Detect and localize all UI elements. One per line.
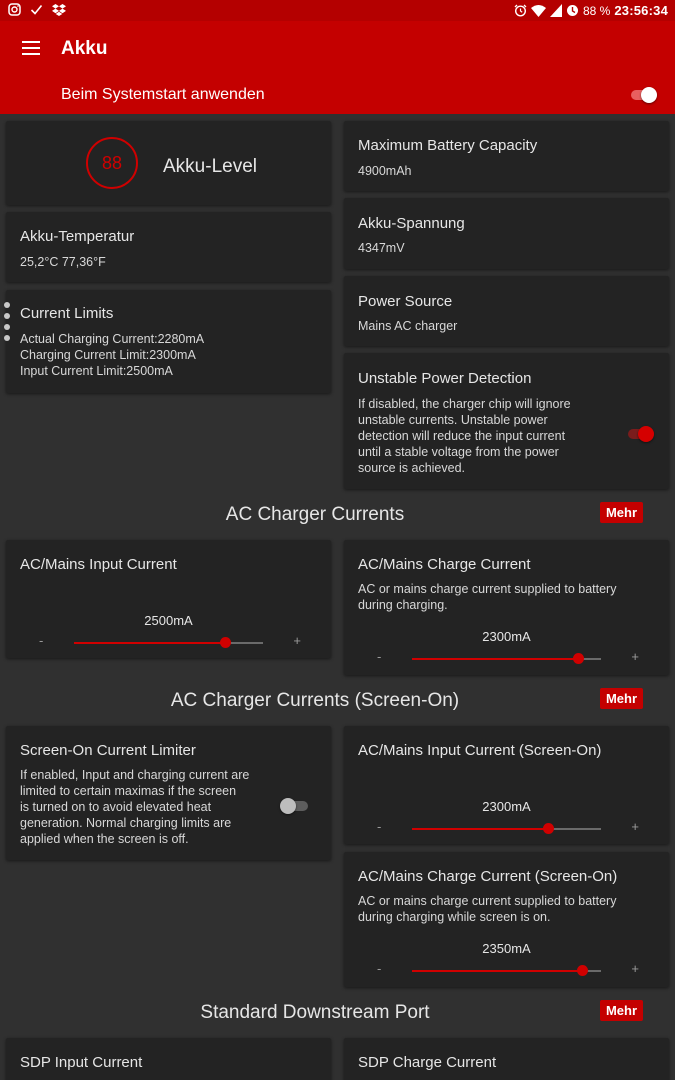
slider-track [412, 970, 601, 972]
description-line: generation. Normal charging limits are [20, 816, 232, 830]
instagram-icon [8, 3, 21, 16]
decrease-button[interactable]: - [377, 649, 382, 664]
description-line: limited to certain maximas if the screen [20, 784, 237, 798]
description-line: AC or mains charge current supplied to battery [358, 894, 617, 908]
battery-percent: 88 % [583, 3, 611, 18]
screen-on-limiter-toggle[interactable] [280, 795, 310, 817]
card-title: Power Source [358, 293, 453, 310]
slider-value: 2350mA [482, 941, 531, 956]
slider-track [74, 642, 263, 644]
card-description [358, 581, 616, 613]
slider-fill [412, 658, 578, 660]
sdp-charge-current-card [344, 1038, 669, 1080]
ac-charge-current-slider[interactable] [344, 629, 669, 669]
current-limits-lines [20, 331, 204, 379]
ac-input-current-screen-on-card [344, 726, 669, 844]
status-bar [0, 0, 675, 21]
max-capacity-value: 4900mAh [358, 164, 412, 178]
battery-level-label: Akku-Level [163, 156, 257, 177]
more-button[interactable]: Mehr [600, 1000, 643, 1021]
page-title: Akku [61, 38, 108, 59]
slider-thumb[interactable] [577, 965, 588, 976]
unstable-power-toggle[interactable] [626, 423, 656, 445]
section-ac-charger-currents [0, 500, 675, 530]
description-line: during charging while screen is on. [358, 910, 551, 924]
card-title: Maximum Battery Capacity [358, 137, 538, 154]
description-line: applied when the screen is off. [20, 832, 189, 846]
input-current-limit: Input Current Limit:2500mA [20, 364, 173, 378]
power-source-value: Mains AC charger [358, 319, 458, 333]
increase-button[interactable]: + [631, 961, 639, 976]
description-line: is turned on to avoid elevated heat [20, 800, 212, 814]
description-line: source is achieved. [358, 461, 466, 475]
check-icon [30, 3, 43, 16]
more-button[interactable]: Mehr [600, 502, 643, 523]
card-title: SDP Input Current [20, 1054, 143, 1071]
description-line: unstable currents. Unstable power [358, 413, 548, 427]
slider-track [412, 828, 601, 830]
clock: 23:56:34 [614, 3, 668, 18]
app-bar [0, 21, 675, 114]
decrease-button[interactable]: - [377, 961, 382, 976]
slider-fill [412, 828, 548, 830]
slider-fill [74, 642, 225, 644]
current-limits-card [6, 290, 331, 393]
card-title: Screen-On Current Limiter [20, 742, 196, 759]
card-title: SDP Charge Current [358, 1054, 497, 1071]
battery-level-card [6, 121, 331, 205]
slider-track [412, 658, 601, 660]
increase-button[interactable]: + [631, 649, 639, 664]
section-title: AC Charger Currents [225, 504, 405, 525]
slider-thumb[interactable] [543, 823, 554, 834]
card-title: Unstable Power Detection [358, 370, 532, 387]
card-description [358, 893, 616, 925]
battery-temperature-card [6, 212, 331, 282]
card-description [20, 767, 249, 847]
unstable-power-card [344, 353, 669, 489]
slider-thumb[interactable] [573, 653, 584, 664]
battery-voltage-card [344, 198, 669, 269]
ac-charge-current-screen-on-card [344, 852, 669, 987]
temperature-value: 25,2°C 77,36°F [20, 255, 106, 269]
card-title: AC/Mains Input Current (Screen-On) [358, 742, 602, 759]
alarm-icon [514, 4, 527, 17]
card-title: AC/Mains Input Current [20, 556, 177, 573]
voltage-value: 4347mV [358, 241, 405, 255]
section-title: Standard Downstream Port [200, 1002, 430, 1023]
slider-thumb[interactable] [220, 637, 231, 648]
actual-charging-current: Actual Charging Current:2280mA [20, 332, 205, 346]
dropbox-icon [52, 3, 66, 16]
ac-input-current-card [6, 540, 331, 658]
card-title: Akku-Spannung [358, 215, 465, 232]
signal-icon [550, 4, 562, 17]
description-line: detection will reduce the input current [358, 429, 566, 443]
decrease-button[interactable]: - [39, 633, 44, 648]
data-saver-icon [566, 4, 579, 17]
card-title: AC/Mains Charge Current [358, 556, 531, 573]
drawer-handle[interactable] [4, 302, 11, 344]
sdp-input-current-card [6, 1038, 331, 1080]
ac-charge-current-screen-on-slider[interactable] [344, 941, 669, 981]
description-line: If enabled, Input and charging current are [20, 768, 250, 782]
card-title: Akku-Temperatur [20, 228, 135, 245]
description-line: If disabled, the charger chip will ignore [358, 397, 571, 411]
max-capacity-card [344, 121, 669, 191]
increase-button[interactable]: + [631, 819, 639, 834]
card-title: Current Limits [20, 305, 114, 322]
ac-input-current-slider[interactable] [6, 613, 331, 653]
description-line: AC or mains charge current supplied to battery [358, 582, 617, 596]
description-line: until a stable voltage from the power [358, 445, 559, 459]
section-title: AC Charger Currents (Screen-On) [170, 690, 460, 711]
section-standard-downstream-port [0, 998, 675, 1028]
apply-on-boot-label: Beim Systemstart anwenden [61, 86, 265, 103]
slider-value: 2300mA [482, 629, 531, 644]
more-button[interactable]: Mehr [600, 688, 643, 709]
description-line: during charging. [358, 598, 448, 612]
slider-value: 2500mA [144, 613, 193, 628]
power-source-card [344, 276, 669, 346]
section-ac-charger-currents-screen-on [0, 686, 675, 716]
screen-on-limiter-card [6, 726, 331, 860]
ac-input-current-screen-on-slider[interactable] [344, 799, 669, 839]
slider-fill [412, 970, 582, 972]
ac-charge-current-card [344, 540, 669, 675]
wifi-icon [531, 4, 546, 17]
card-title: AC/Mains Charge Current (Screen-On) [358, 868, 618, 885]
charging-current-limit: Charging Current Limit:2300mA [20, 348, 196, 362]
unstable-description [358, 396, 571, 476]
increase-button[interactable]: + [293, 633, 301, 648]
slider-value: 2300mA [482, 799, 531, 814]
hamburger-menu-icon[interactable] [20, 38, 42, 58]
battery-level-ring: 88 [86, 137, 138, 189]
apply-on-boot-toggle[interactable] [629, 84, 659, 106]
decrease-button[interactable]: - [377, 819, 382, 834]
